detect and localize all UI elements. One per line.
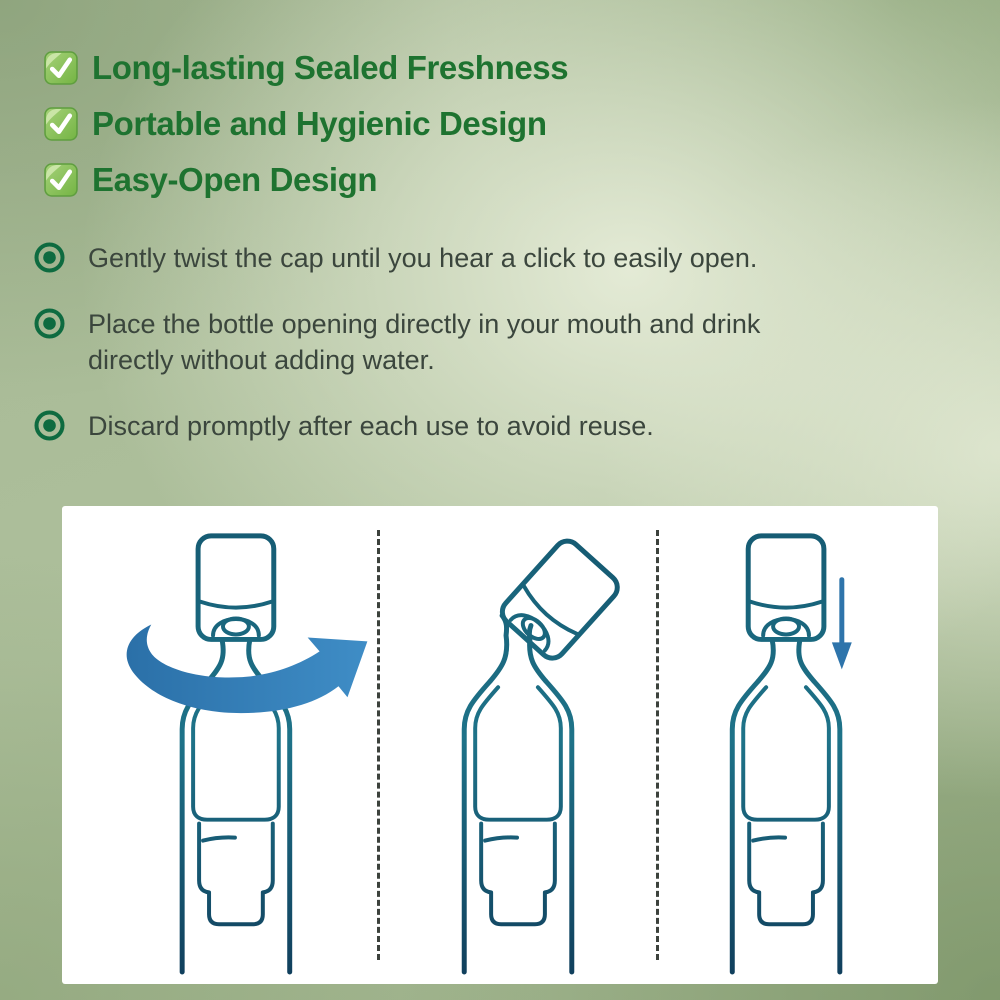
checkbox-checked-icon — [44, 163, 78, 197]
feature-list — [44, 51, 568, 219]
instruction-line: Discard promptly after each use to avoid reuse. — [88, 411, 654, 441]
instruction-line: Gently twist the cap until you hear a click to easily open. — [88, 243, 758, 273]
target-bullet-icon — [34, 308, 65, 339]
feature-label: Easy-Open Design — [92, 161, 378, 198]
target-bullet-icon — [34, 242, 65, 273]
instruction-list — [34, 240, 760, 474]
feature-item — [44, 51, 568, 85]
instruction-line: Place the bottle opening directly in your mouth and drink — [88, 309, 761, 339]
feature-item — [44, 107, 568, 141]
instruction-line: directly without adding water. — [88, 345, 435, 375]
instruction-text — [88, 306, 760, 378]
usage-diagram-panel — [62, 506, 938, 984]
checkbox-checked-icon — [44, 51, 78, 85]
instruction-item — [34, 240, 760, 276]
bottle-cap-removed-icon — [380, 506, 660, 984]
bottle-twist-cap-icon — [62, 506, 378, 984]
down-arrow — [832, 580, 852, 670]
instruction-text — [88, 240, 757, 276]
feature-label: Long-lasting Sealed Freshness — [92, 49, 569, 86]
bottle-cap-press-down-icon — [659, 506, 939, 984]
target-bullet-icon — [34, 410, 65, 441]
instruction-item — [34, 408, 760, 444]
feature-item — [44, 163, 568, 197]
checkbox-checked-icon — [44, 107, 78, 141]
feature-label: Portable and Hygienic Design — [92, 105, 547, 142]
instruction-item — [34, 306, 760, 378]
instruction-text — [88, 408, 654, 444]
